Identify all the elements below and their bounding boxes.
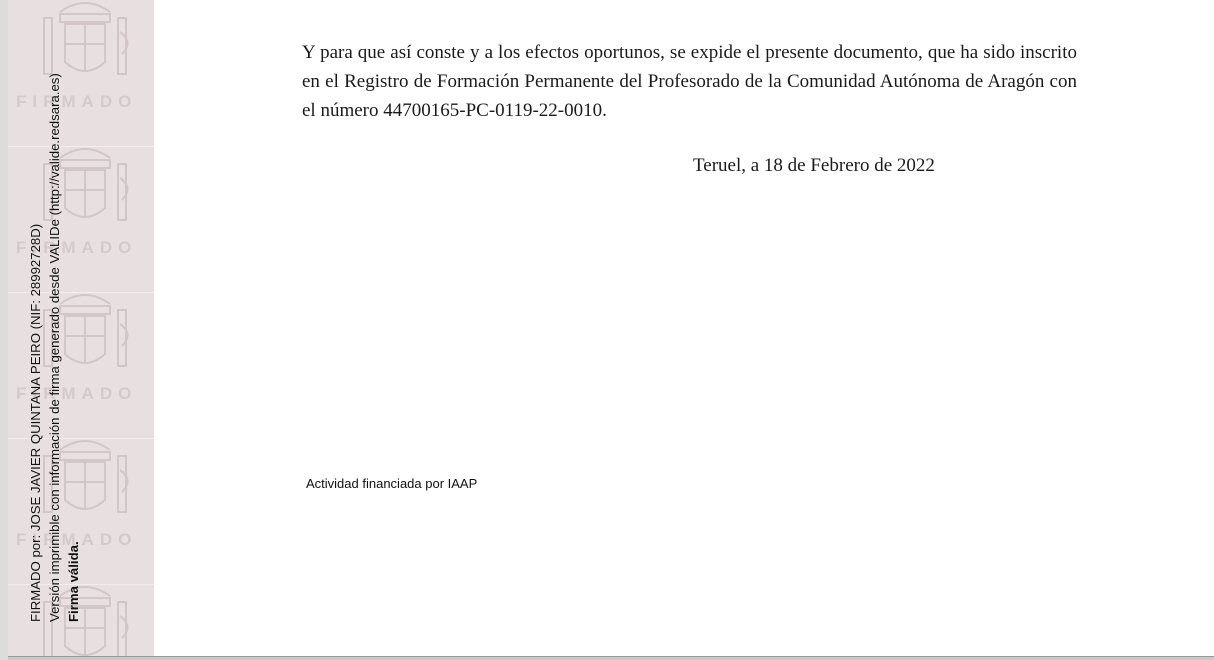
viewer-left-gutter	[0, 0, 8, 660]
certificate-paragraph: Y para que así conste y a los efectos oportunos, se expide el presente documento, que ha sido inscrito en el Registro de Formación Permanente del Profesorado de la Comunidad Autónoma de Aragón con el número 44700165-PC-0119-22-0010.	[302, 42, 1077, 121]
valid-signature-line: Firma válida.	[66, 541, 81, 622]
signed-by-line: FIRMADO por: JOSE JAVIER QUINTANA PEIRO (NIF: 28992728D)	[28, 223, 43, 622]
firmado-watermark: FIRMADO	[16, 530, 138, 549]
firmado-watermark: FIRMADO	[16, 384, 138, 403]
document-page	[8, 0, 1214, 657]
place-date-line: Teruel, a 18 de Febrero de 2022	[693, 155, 935, 176]
signature-watermark-band	[8, 0, 154, 656]
signature-info	[26, 12, 83, 622]
printable-version-line: Versión imprimible con información de firma generado desde VALIDe (http://valide.redsara.es)	[47, 73, 62, 622]
funding-note: Actividad financiada por IAAP	[306, 476, 478, 491]
firmado-watermark: FIRMADO	[16, 238, 138, 257]
firmado-watermark: FIRMADO	[16, 92, 138, 111]
